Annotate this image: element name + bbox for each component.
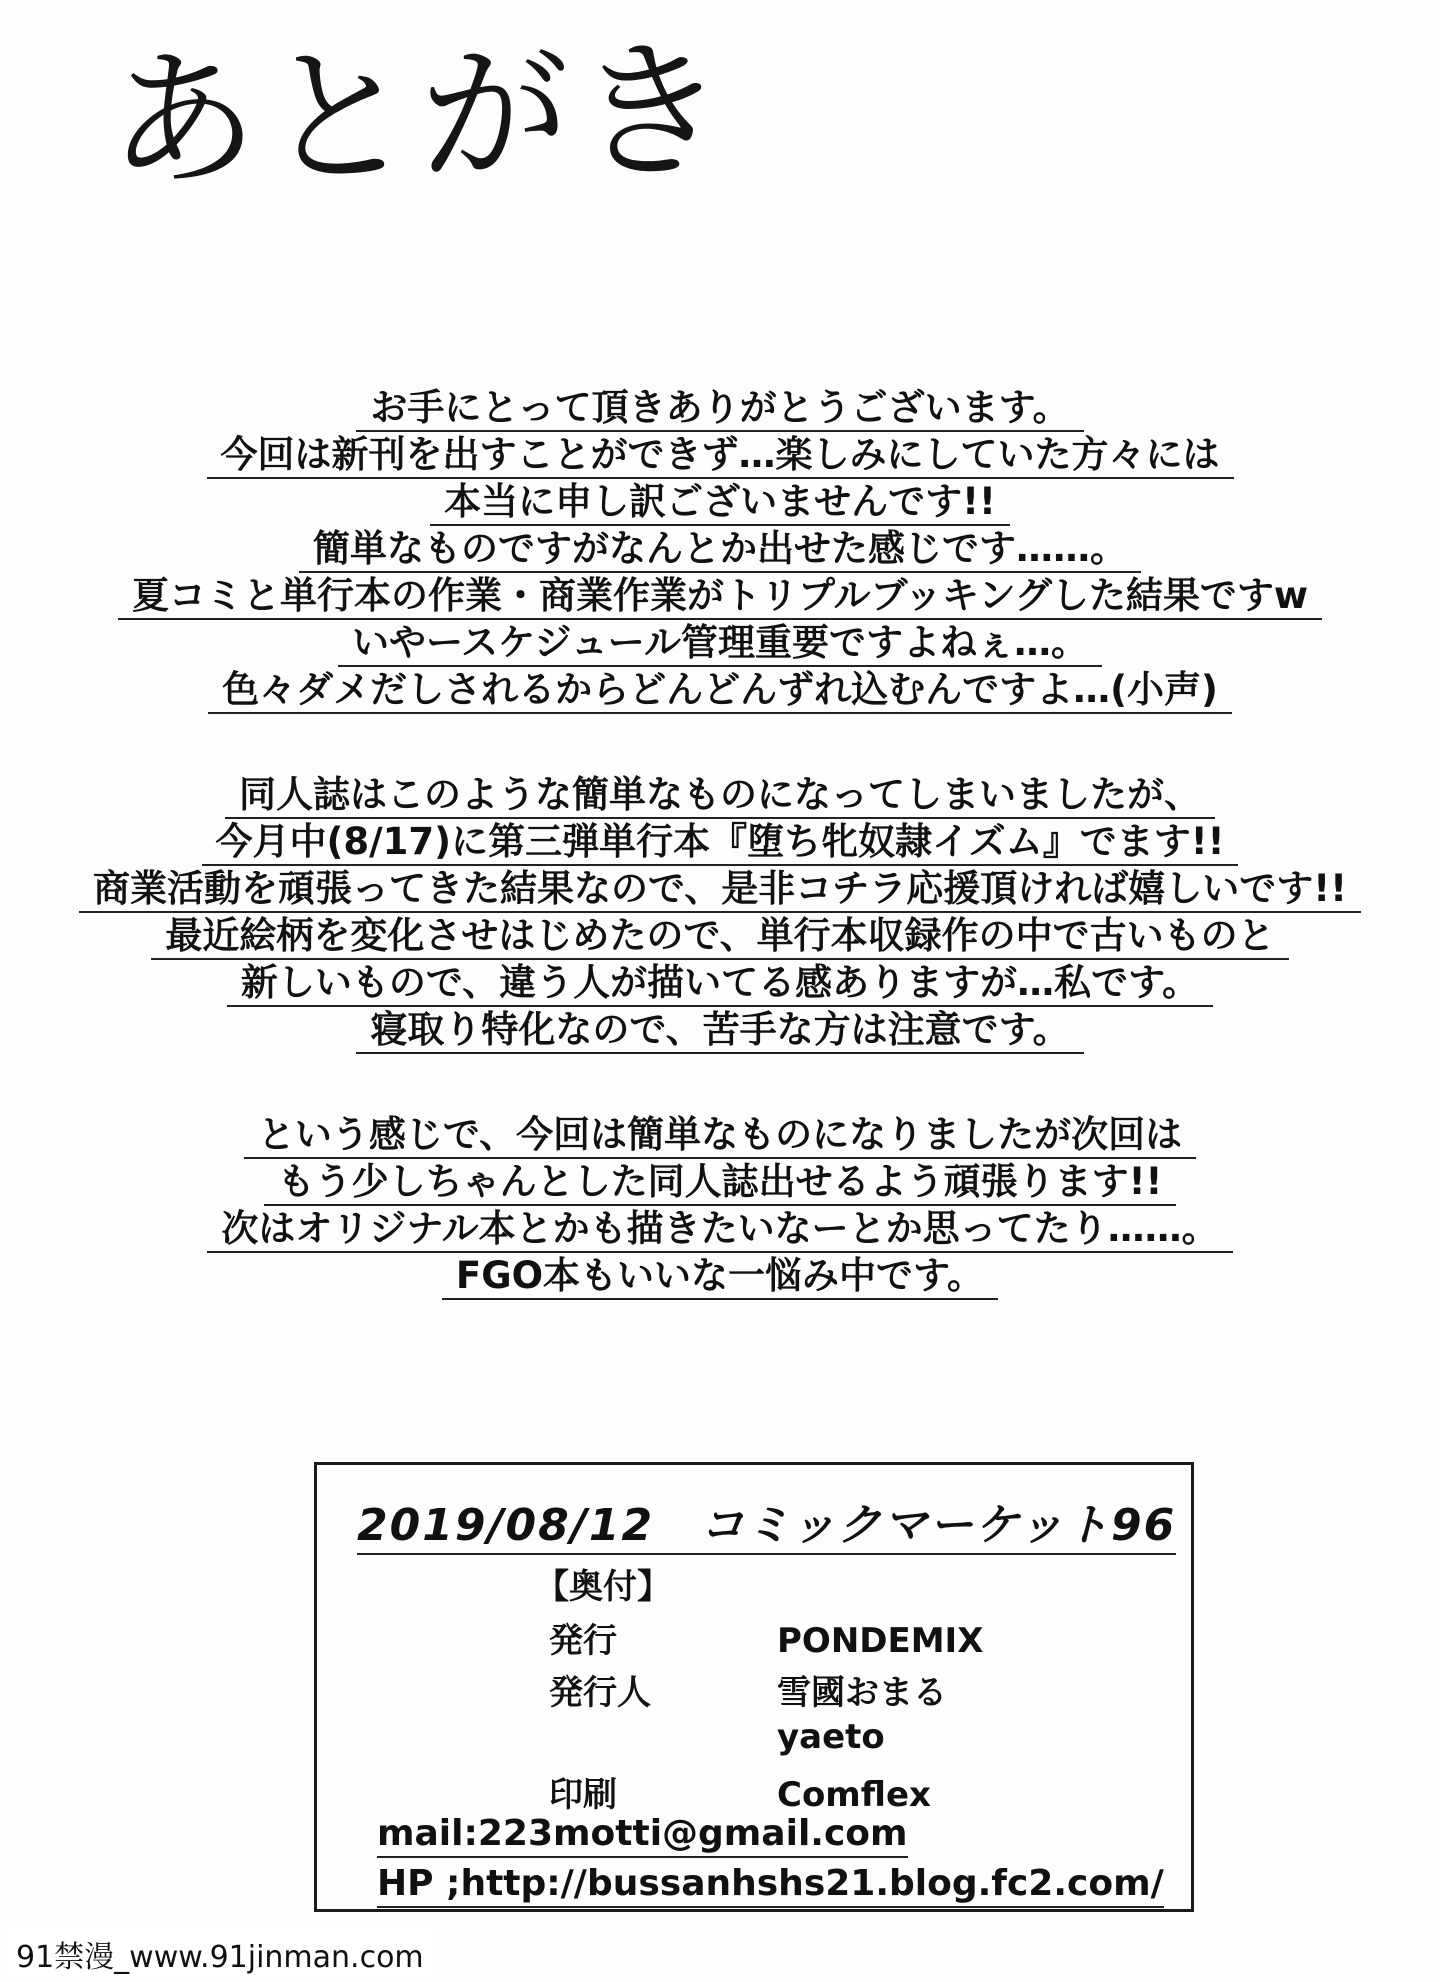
text-line-content: という感じで、今回は簡単なものになりましたが次回は [244, 1114, 1196, 1159]
text-line-content: 今月中(8/17)に第三弾単行本『堕ち牝奴隷イズム』でます!! [202, 821, 1239, 866]
text-line-content: 寝取り特化なので、苦手な方は注意です。 [356, 1009, 1083, 1054]
text-line [60, 912, 1380, 959]
contact-homepage-text: HP ;http://bussanhshs21.blog.fc2.com/ [377, 1863, 1164, 1908]
colophon-row-issuer-2 [549, 1717, 885, 1757]
text-line [60, 1252, 1380, 1299]
colophon-value: yaeto [777, 1717, 885, 1757]
text-line-content: もう少しちゃんとした同人誌出せるよう頑張ります!! [264, 1161, 1177, 1206]
contact-mail [377, 1813, 908, 1854]
text-line-content: 夏コミと単行本の作業・商業作業がトリプルブッキングした結果ですw [118, 575, 1322, 620]
colophon-key: 発行 [549, 1621, 617, 1661]
paragraph-2 [60, 771, 1380, 1053]
text-line [60, 818, 1380, 865]
text-line [60, 1158, 1380, 1205]
text-line [60, 1205, 1380, 1252]
contact-homepage [377, 1863, 1164, 1904]
text-line [60, 865, 1380, 912]
text-line [60, 1006, 1380, 1053]
colophon-value: PONDEMIX [777, 1621, 984, 1661]
colophon-box [314, 1462, 1194, 1912]
text-line [60, 959, 1380, 1006]
text-line-content: 色々ダメだしされるからどんどんずれ込むんですよ…(小声) [208, 669, 1232, 714]
text-line-content: FGO本もいいな一悩み中です。 [442, 1255, 998, 1300]
colophon-key: 発行人 [549, 1673, 651, 1713]
text-line [60, 771, 1380, 818]
text-line [60, 384, 1380, 431]
text-line-content: 次はオリジナル本とかも描きたいなーとか思ってたり……。 [207, 1208, 1232, 1253]
text-line-content: 商業活動を頑張ってきた結果なので、是非コチラ応援頂ければ嬉しいです!! [79, 868, 1361, 913]
text-line [60, 525, 1380, 572]
text-line-content: 新しいもので、違う人が描いてる感ありますが…私です。 [227, 962, 1213, 1007]
text-line-content: 同人誌はこのような簡単なものになってしまいましたが、 [225, 774, 1215, 819]
colophon-row-printer [549, 1767, 931, 1816]
text-line [60, 619, 1380, 666]
colophon-heading: 【奥付】 [535, 1567, 671, 1607]
colophon-row-publisher [549, 1613, 983, 1662]
paragraph-3 [60, 1111, 1380, 1299]
colophon-value: Comflex [777, 1775, 931, 1815]
text-line-content: お手にとって頂きありがとうございます。 [356, 387, 1083, 432]
paragraph-1 [60, 384, 1380, 713]
text-line-content: 簡単なものですがなんとか出せた感じです……。 [299, 528, 1141, 573]
colophon-key: 印刷 [549, 1775, 617, 1815]
site-watermark: 91禁漫_www.91jinman.com [8, 1930, 432, 1978]
text-line-content: 今回は新刊を出すことができず…楽しみにしていた方々には [207, 434, 1234, 479]
event-date-line [357, 1489, 1176, 1553]
text-line-content: 本当に申し訳ございませんです!! [430, 481, 1010, 526]
text-line [60, 431, 1380, 478]
colophon-value: 雪國おまる [777, 1673, 947, 1713]
text-line [60, 1111, 1380, 1158]
contact-mail-text: mail:223motti@gmail.com [377, 1813, 908, 1858]
afterword-body [60, 384, 1380, 1357]
text-line-content: 最近絵柄を変化させはじめたので、単行本収録作の中で古いものと [151, 915, 1288, 960]
event-date-text: 2019/08/12 コミックマーケット96 [357, 1500, 1176, 1555]
text-line-content: いやースケジュール管理重要ですよねぇ…。 [338, 622, 1102, 667]
text-line [60, 572, 1380, 619]
text-line [60, 666, 1380, 713]
colophon-row-issuer [549, 1665, 947, 1714]
page-title: あとがき [106, 24, 734, 210]
text-line [60, 478, 1380, 525]
